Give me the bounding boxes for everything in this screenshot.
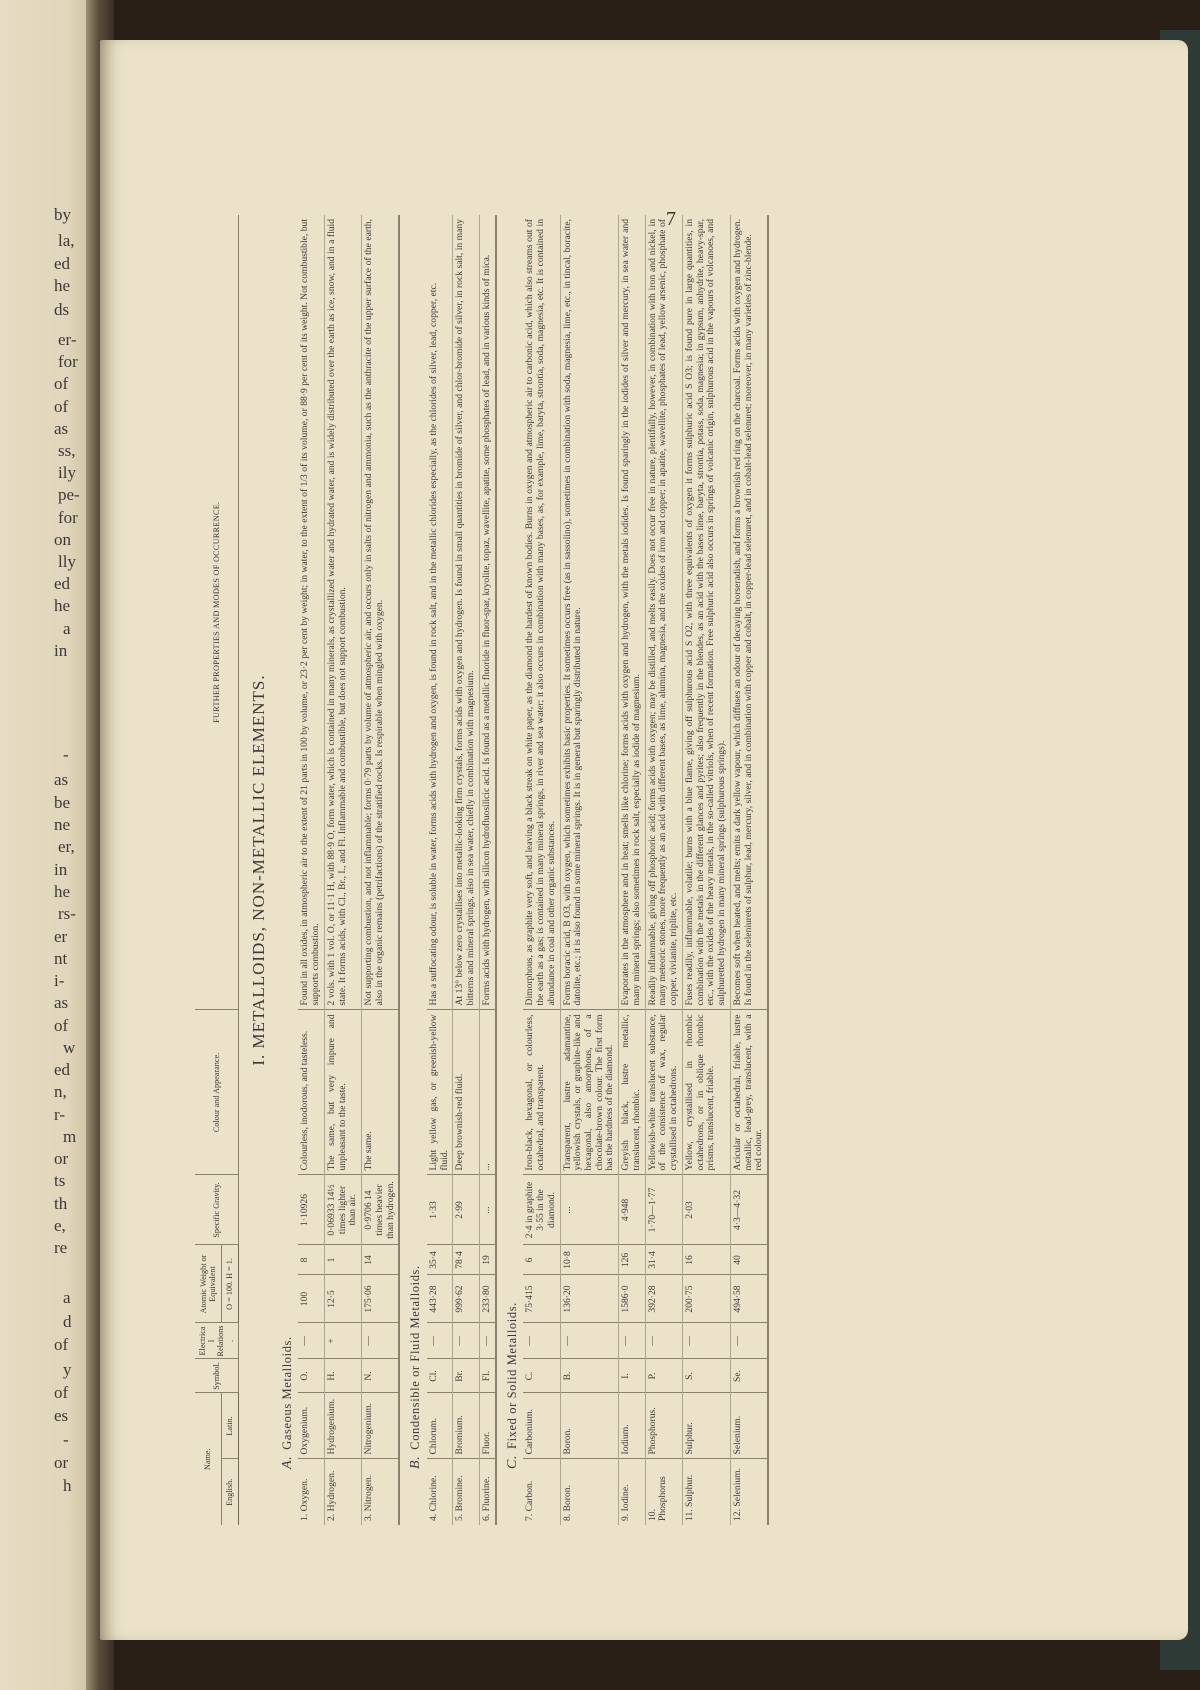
cell-colour: Iron-black, hexagonal, or colourless, octahedral, and transparent. [523,1010,560,1175]
cell-symbol: Fl. [479,1359,495,1393]
header-atomic-scale: O = 100. H = 1. [221,1245,238,1323]
cell-latin: Oxygenium. [298,1393,324,1459]
cell-colour: Yellowish-white translucent substance, of the consistence of wax, regular crystallised in octahedrons. [645,1010,682,1175]
cell-sg: 0·9706 14 times heavier than hydrogen. [362,1175,400,1245]
left-page-text-fragment: ds [54,300,70,319]
cell-o100: 999·62 [453,1275,479,1323]
group-heading [272,215,299,1525]
cell-symbol: Br. [453,1359,479,1393]
cell-o100: 392·28 [645,1275,682,1323]
element-row [479,215,495,1525]
cell-english: 10. Phosphorus [645,1459,682,1525]
cell-latin: Selenium. [730,1393,768,1459]
group-letter: B. [408,1455,424,1469]
left-page-text-fragment: as [54,770,69,789]
cell-sg: 0·06933 14½ times lighter than air. [324,1175,361,1245]
cell-symbol: S. [682,1359,730,1393]
cell-o100: 1586·0 [619,1275,645,1323]
left-page-text-fragment: rs- [58,904,76,923]
group-heading-row [496,215,524,1525]
element-row [619,215,645,1525]
cell-latin: Nitrogenium. [362,1393,400,1459]
cell-sg: 2·4 in graphite 3·55 in the diamond. [523,1175,560,1245]
cell-h1: 78·4 [453,1245,479,1275]
left-page-text-fragment: he [54,276,71,295]
left-page-text-fragment: ed [54,1060,71,1079]
left-page-text-fragment: a [63,1288,71,1307]
cell-colour: Light yellow gas, or greenish-yellow fluid. [427,1010,453,1175]
cell-symbol: N. [362,1359,400,1393]
cell-english: 4. Chlorine. [427,1459,453,1525]
cell-h1: 19 [479,1245,495,1275]
cell-symbol: O. [298,1359,324,1393]
left-page-text-fragment: ily [58,463,76,482]
header-electrical: Electrical Relations. [195,1323,238,1359]
cell-latin: Fluor. [479,1393,495,1459]
cell-h1: 35·4 [427,1245,453,1275]
cell-symbol: Cl. [427,1359,453,1393]
cell-h1: 6 [523,1245,560,1275]
cell-o100: 136·20 [560,1275,619,1323]
left-page-text-fragment: for [58,508,78,527]
left-page-text-fragment: as [54,993,69,1012]
left-page-text-fragment: e, [54,1216,66,1235]
cell-latin: Hydrogenium. [324,1393,361,1459]
left-page-edge [0,0,96,1690]
left-page-text-fragment: of [54,1383,69,1402]
element-row [645,215,682,1525]
cell-electrical: — [619,1323,645,1359]
cell-english: 1. Oxygen. [298,1459,324,1525]
left-page-text-fragment: er, [58,837,75,856]
cell-further: Forms boracic acid, B O3, with oxygen, which sometimes exhibits basic properties. It sometimes occurs free (as in sassolino), sometimes in combination with soda, magnesia, lime, etc., in tincal, boracite, datolite, etc.; it is also found in some mineral springs. It is in general but sparingly distributed in nature. [560,215,619,1010]
cell-h1: 8 [298,1245,324,1275]
cell-o100: 443·28 [427,1275,453,1323]
cell-further: 2 vols. with 1 vol. O, or 11·1 H, with 88·9 O, form water, which is contained in many minerals, as crystallized water and hydrated water, and is widely distributed over the earth as ice, snow, and in a fluid state. It forms acids, with Cl., Br., I., and Fl. Inflammable and combustible, but does not support combustion. [324,215,361,1010]
left-page-text-fragment: in [54,641,68,660]
left-page-text-fragment: be [54,793,71,812]
left-page-text-fragment: h [63,1476,72,1495]
cell-further: Becomes soft when heated, and melts; emits a dark yellow vapour, which diffuses an odour of decaying horseradish, and forms a brownish red ring on the charcoal. Forms acids with oxygen and hydrogen. Is found in the seleniurets of sulphur, lead, mercury, silver, and in combination with copper and cobalt, in copper-lead selenuret, and in cobalt-lead selenuret; moreover, in many varieties of zinc-blende. [730,215,768,1010]
cell-sg: 1·33 [427,1175,453,1245]
cell-h1: 1 [324,1245,361,1275]
cell-latin: Sulphur. [682,1393,730,1459]
element-row [362,215,400,1525]
left-page-text-fragment: of [54,397,69,416]
cell-english: 2. Hydrogen. [324,1459,361,1525]
cell-colour: The same. [362,1010,400,1175]
cell-electrical: — [298,1323,324,1359]
cell-electrical: — [479,1323,495,1359]
left-page-text-fragment: in [54,860,68,879]
element-row [298,215,324,1525]
left-page-text-fragment: ed [54,574,71,593]
cell-colour: Deep brownish-red fluid. [453,1010,479,1175]
left-page-text-fragment: ts [54,1171,66,1190]
cell-sg: 4·948 [619,1175,645,1245]
cell-symbol: Se. [730,1359,768,1393]
cell-symbol: H. [324,1359,361,1393]
left-page-text-fragment: or [54,1149,69,1168]
left-page-text-fragment: - [63,745,69,764]
left-page-text-fragment: d [63,1312,72,1331]
header-further-properties: FURTHER PROPERTIES AND MODES OF OCCURRENCE. [195,215,238,1010]
cell-sg: ... [479,1175,495,1245]
left-page-text-fragment: w [63,1038,76,1057]
cell-h1: 40 [730,1245,768,1275]
cell-h1: 31·4 [645,1245,682,1275]
group-title: Fixed or Solid Metalloids. [504,1302,519,1449]
group-heading [399,215,427,1525]
left-page-text-fragment: th [54,1194,68,1213]
left-page-text-fragment: he [54,596,71,615]
left-page-text-fragment: pe- [58,485,80,504]
group-letter: C. [504,1454,520,1469]
left-page-text-fragment: as [54,419,69,438]
cell-symbol: I. [619,1359,645,1393]
left-page-text-fragment: ss, [58,441,76,460]
cell-sg: 2·03 [682,1175,730,1245]
left-page-text-fragment: n, [54,1082,67,1101]
cell-further: Found in all oxides, in atmospheric air to the extent of 21 parts in 100 by volume, or 23·2 per cent by weight; in water, to the extent of 1/3 of its volume, or 88·9 per cent of its weight. Not combustible, but supports combustion. [298,215,324,1010]
cell-h1: 14 [362,1245,400,1275]
header-latin: Latin. [221,1393,238,1459]
cell-english: 5. Bromine. [453,1459,479,1525]
cell-sg: 1·10926 [298,1175,324,1245]
left-page-text-fragment: la, [58,231,75,250]
cell-latin: Boron. [560,1393,619,1459]
cell-latin: Phosphorus. [645,1393,682,1459]
cell-english: 9. Iodine. [619,1459,645,1525]
left-page-text-fragment: ed [54,254,71,273]
element-row [730,215,768,1525]
cell-o100: 75·415 [523,1275,560,1323]
cell-english: 11. Sulphur. [682,1459,730,1525]
cell-latin: Chlorum. [427,1393,453,1459]
cell-further: Readily inflammable, giving off phosphoric acid; forms acids with oxygen; may be distilled, and melts easily. Does not occur free in nature, plentifully, however, in combination with iron and nickel, in many meteoric stones, more frequently as an acid with different bases, as lime, alumina, magnesia, and the oxides of iron and copper; in apatite, wavellite, phosphates of lead, yellow arsenic, phosphate of copper, vivianite, triplite, etc. [645,215,682,1010]
left-page-text-fragment: er- [58,330,77,349]
cell-o100: 12·5 [324,1275,361,1323]
left-page-text-fragment: lly [58,552,76,571]
cell-english: 12. Selenium. [730,1459,768,1525]
cell-symbol: P. [645,1359,682,1393]
cell-electrical: — [730,1323,768,1359]
cell-colour: Transparent, lustre adamantine, yellowish crystals, or graphite-like and hexagonal, also amorphous, of a chocolate-brown colour. The first form has the hardness of the diamond. [560,1010,619,1175]
group-heading [496,215,524,1525]
cell-electrical: — [362,1323,400,1359]
elements-table [195,215,769,1525]
cell-h1: 16 [682,1245,730,1275]
cell-colour: Yellow, crystallised in rhombic octahedrons, or in oblique rhombic prisms, translucent, friable. [682,1010,730,1175]
cell-electrical: — [682,1323,730,1359]
elements-table-body [238,215,768,1525]
cell-o100: 200·75 [682,1275,730,1323]
cell-o100: 494·58 [730,1275,768,1323]
group-heading-row [272,215,299,1525]
page-number: 7 [666,208,676,230]
cell-further: Dimorphous, as graphite very soft, and leaving a black streak on white paper, as the diamond the hardest of known bodies. Burns in oxygen and atmospheric air to carbonic acid, which also streams out of the earth as a gas; is contained in many mineral springs, in river and sea water; it also occurs in combination with many bases, as, for example, lime, baryta, strontia, soda, magnesia, etc. It is contained in abundance in coal and other organic substances. [523,215,560,1010]
group-title: Gaseous Metalloids. [279,1336,294,1450]
header-symbol: Symbol. [195,1359,238,1393]
cell-electrical: — [427,1323,453,1359]
cell-sg: ... [560,1175,619,1245]
elements-table-rotated [195,215,990,1525]
cell-o100: 175·06 [362,1275,400,1323]
cell-further: At 13° below zero crystallises into metallic-looking firm crystals, forms acids with oxygen and hydrogen. Is found in small quantities in bromide of silver, and chlor-bromide of silver, in rock salt, in many bitterns and mineral springs, also in sea water, chiefly in combination with magnesium. [453,215,479,1010]
left-page-text-fragment: or [54,1453,69,1472]
cell-further: Not supporting combustion, and not inflammable; forms 0·79 parts by volume of atmospheric air, and occurs only in salts of nitrogen and ammonia, such as the anthracite of the upper surface of the earth, also in the organic remains (petrifactions) of the stratified rocks. Is respirable when mingled with oxygen. [362,215,400,1010]
cell-electrical: + [324,1323,361,1359]
cell-colour: Acicular or octahedral, friable, lustre metallic, lead-grey, translucent, with a red colour. [730,1010,768,1175]
element-row [453,215,479,1525]
cell-h1: 10·8 [560,1245,619,1275]
cell-colour: The same, but very impure and unpleasant to the taste. [324,1010,361,1175]
left-page-text-fragment: of [54,1016,69,1035]
header-atomic-weight: Atomic Weight or Equivalent [195,1245,221,1323]
cell-english: 7. Carbon. [523,1459,560,1525]
cell-electrical: — [645,1323,682,1359]
left-page-text-fragment: re [54,1238,68,1257]
cell-o100: 233·80 [479,1275,495,1323]
left-page-text-fragment: r- [54,1105,65,1124]
cell-symbol: C. [523,1359,560,1393]
cell-further: Has a suffocating odour, is soluble in water, forms acids with hydrogen and oxygen, is found in rock salt, and in the metallic chlorides especially, as the chlorides of silver, lead, copper, etc. [427,215,453,1010]
cell-further: Fuses readily, inflammable, volatile; burns with a blue flame, giving off sulphurous acid S O2, with three equivalents of oxygen it forms sulphuric acid S O3; is found pure in large quantities, in combination with the metals in the different glances and pyrites; also frequently in the blendes, as an acid with the bases lime, baryta, strontia, potass, soda, magnesia; in gypsum, anhydrite, heavy-spar, etc., with the oxides of the heavy metals, in the so-called vitriols, when of recent formation. Free sulphuric acid also occurs in springs of volcanic origin, sulphurous acid in the vapours of volcanoes, and sulphuretted hydrogen in many mineral springs (sulphurous springs). [682,215,730,1010]
cell-sg: 1·70—1·77 [645,1175,682,1245]
left-page-text-fragment: of [54,1335,69,1354]
left-page-text-fragment: a [63,619,71,638]
cell-symbol: B. [560,1359,619,1393]
element-row [427,215,453,1525]
left-page-text-fragment: for [58,352,78,371]
header-name: Name. [195,1393,221,1525]
left-page-text-fragment: er [54,927,68,946]
left-page-text-fragment: of [54,374,69,393]
left-page-text-fragment: y [63,1360,72,1379]
element-row [523,215,560,1525]
cell-english: 8. Boron. [560,1459,619,1525]
cell-sg: 4·3—4·32 [730,1175,768,1245]
cell-latin: Iodium. [619,1393,645,1459]
cell-further: Forms acids with hydrogen, with silicon hydrofluosilicic acid. Is found as a metallic fluoride in fluor-spar, kryolite, topaz, wavellite, apatite, some phosphates of lead, and in various kinds of mica. [479,215,495,1010]
left-page-text-fragment: i- [54,971,65,990]
left-page-text-fragment: he [54,882,71,901]
left-page-text-fragment: ne [54,815,71,834]
cell-latin: Carbonium. [523,1393,560,1459]
cell-o100: 100 [298,1275,324,1323]
element-row [324,215,361,1525]
section-title: I. METALLOIDS, NON-METALLIC ELEMENTS. [248,674,268,1066]
cell-sg: 2·99 [453,1175,479,1245]
cell-electrical: — [453,1323,479,1359]
cell-latin: Bromium. [453,1393,479,1459]
cell-electrical: — [523,1323,560,1359]
cell-further: Evaporates in the atmosphere and in heat; smells like chlorine; forms acids with oxygen and hydrogen, with the metals iodides. Is found sparingly in the iodides of silver and mercury, in sea water and many mineral springs; also sometimes in rock salt, especially as iodide of magnesium. [619,215,645,1010]
cell-colour: Colourless, inodorous, and tasteless. [298,1010,324,1175]
left-page-text-fragment: m [63,1127,77,1146]
group-heading-row [399,215,427,1525]
cell-english: 3. Nitrogen. [362,1459,400,1525]
header-specific-gravity: Specific Gravity. [195,1175,238,1245]
header-english: English. [221,1459,238,1525]
left-page-text-fragment: es [54,1406,69,1425]
left-page-text-fragment: by [54,205,71,224]
left-page-text-fragment: - [63,1430,69,1449]
element-row [560,215,619,1525]
header-colour: Colour and Appearance. [195,1010,238,1175]
cell-colour: Greyish black, lustre metallic, translucent, rhombic. [619,1010,645,1175]
element-row [682,215,730,1525]
cell-electrical: — [560,1323,619,1359]
cell-colour: ... [479,1010,495,1175]
cell-h1: 126 [619,1245,645,1275]
cell-english: 6. Fluorine. [479,1459,495,1525]
left-page-text-fragment: nt [54,949,68,968]
group-letter: A. [279,1455,295,1469]
group-title: Condensible or Fluid Metalloids. [408,1265,423,1450]
left-page-text-fragment: on [54,530,71,549]
